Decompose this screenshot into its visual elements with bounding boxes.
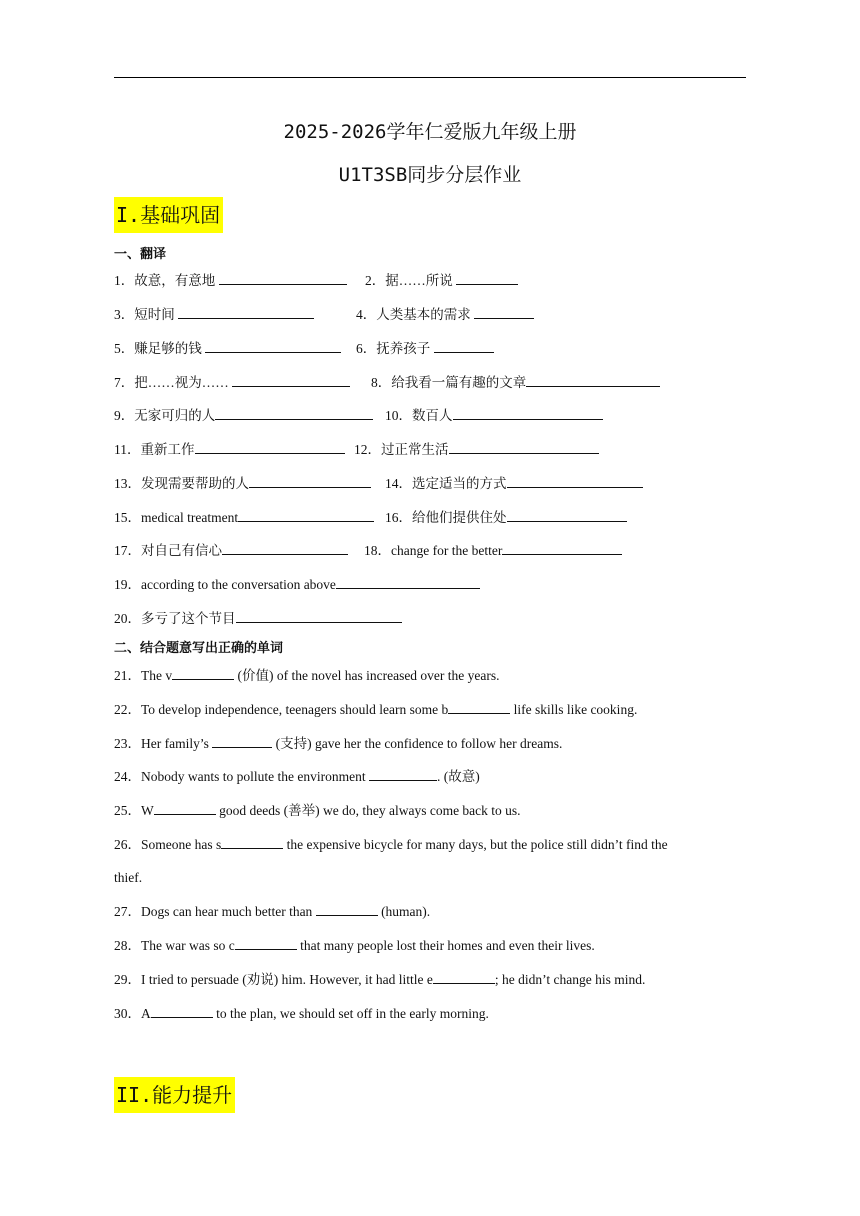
- answer-blank[interactable]: [249, 474, 371, 488]
- list-item: [114, 541, 746, 560]
- item-text: 30．A: [114, 1006, 151, 1021]
- answer-blank[interactable]: [232, 373, 350, 387]
- list-item: [114, 609, 402, 628]
- list-item: [114, 1004, 489, 1023]
- item-text: 11．重新工作: [114, 442, 195, 457]
- answer-blank[interactable]: [448, 700, 510, 714]
- answer-blank[interactable]: [502, 541, 622, 555]
- item-text: 27．Dogs can hear much better than: [114, 904, 316, 919]
- item-text: 17．对自己有信心: [114, 543, 222, 558]
- item-text: life skills like cooking.: [510, 702, 638, 717]
- answer-blank[interactable]: [219, 271, 347, 285]
- list-item: [114, 835, 668, 854]
- item-text: 23．Her family’s: [114, 736, 213, 751]
- item-text: 28．The war was so c: [114, 938, 235, 953]
- item-text: 19．according to the conversation above: [114, 577, 336, 592]
- answer-blank[interactable]: [507, 474, 643, 488]
- answer-blank[interactable]: [195, 440, 345, 454]
- item-text: 21．The v: [114, 668, 173, 683]
- item-text: (human).: [377, 904, 431, 919]
- answer-blank[interactable]: [215, 406, 373, 420]
- list-item: [114, 339, 746, 358]
- item-text: ; he didn’t change his mind.: [494, 972, 646, 987]
- list-item: [114, 305, 746, 324]
- answer-blank[interactable]: [205, 339, 341, 353]
- item-continuation: thief.: [114, 870, 143, 885]
- list-item: [114, 767, 480, 786]
- item-text: 9．无家可归的人: [114, 408, 216, 423]
- answer-blank[interactable]: [235, 936, 297, 950]
- item-text: 6．抚养孩子: [356, 341, 434, 356]
- answer-blank[interactable]: [221, 835, 283, 849]
- item-text: 10．数百人: [385, 408, 453, 423]
- item-text: 16．给他们提供住处: [385, 510, 507, 525]
- answer-blank[interactable]: [449, 440, 599, 454]
- answer-blank[interactable]: [222, 541, 348, 555]
- answer-blank[interactable]: [238, 508, 374, 522]
- item-text: to the plan, we should set off in the early morning.: [212, 1006, 489, 1021]
- list-item: [114, 902, 430, 921]
- item-text: 14．选定适当的方式: [385, 476, 507, 491]
- item-text: 24．Nobody wants to pollute the environment: [114, 769, 369, 784]
- list-item: [114, 406, 746, 425]
- item-text: 22．To develop independence, teenagers should learn some b: [114, 702, 449, 717]
- list-item: [114, 734, 562, 753]
- section-heading-basic: I.基础巩固: [114, 197, 223, 233]
- answer-blank[interactable]: [178, 305, 314, 319]
- item-text: 25．W: [114, 803, 154, 818]
- item-text: 5．赚足够的钱: [114, 341, 206, 356]
- answer-blank[interactable]: [474, 305, 534, 319]
- header-rule: [114, 77, 746, 78]
- item-text: good deeds (善举) we do, they always come back to us.: [215, 803, 521, 818]
- list-item: [114, 970, 645, 989]
- answer-blank[interactable]: [172, 666, 234, 680]
- document-title: 2025-2026学年仁爱版九年级上册: [283, 121, 577, 143]
- item-text: . (故意): [436, 769, 480, 784]
- item-text: 20．多亏了这个节目: [114, 611, 236, 626]
- list-item: [114, 373, 746, 392]
- section-heading-advanced: II.能力提升: [114, 1077, 235, 1113]
- item-text: 26．Someone has s: [114, 837, 222, 852]
- item-text: (价值) of the novel has increased over the years.: [234, 668, 500, 683]
- answer-blank[interactable]: [507, 508, 627, 522]
- answer-blank[interactable]: [433, 970, 495, 984]
- answer-blank[interactable]: [236, 609, 402, 623]
- answer-blank[interactable]: [212, 734, 272, 748]
- item-text: 3．短时间: [114, 307, 179, 322]
- item-text: (支持) gave her the confidence to follow her dreams.: [272, 736, 563, 751]
- subsection-heading-word-fill: 二、结合题意写出正确的单词: [114, 641, 284, 656]
- item-text: 1．故意，有意地: [114, 273, 219, 288]
- list-item: [114, 700, 637, 719]
- list-item: [114, 474, 746, 493]
- item-text: 12．过正常生活: [354, 442, 449, 457]
- subsection-heading-translation: 一、翻译: [114, 247, 167, 262]
- item-text: 18．change for the better: [364, 543, 503, 558]
- item-text: 29．I tried to persuade (劝说) him. However, it had little e: [114, 972, 433, 987]
- list-item: [114, 271, 746, 290]
- list-item: [114, 440, 746, 459]
- list-item: [114, 508, 746, 527]
- item-text: 13．发现需要帮助的人: [114, 476, 249, 491]
- answer-blank[interactable]: [336, 575, 480, 589]
- answer-blank[interactable]: [154, 801, 216, 815]
- answer-blank[interactable]: [453, 406, 603, 420]
- list-item: [114, 666, 500, 685]
- item-text: 15．medical treatment: [114, 510, 239, 525]
- item-text: that many people lost their homes and even their lives.: [296, 938, 595, 953]
- item-text: the expensive bicycle for many days, but the police still didn’t find the: [283, 837, 668, 852]
- answer-blank[interactable]: [151, 1004, 213, 1018]
- item-text: 7．把……视为……: [114, 375, 233, 390]
- answer-blank[interactable]: [434, 339, 494, 353]
- list-item: [114, 575, 480, 594]
- item-text: 4．人类基本的需求: [356, 307, 475, 322]
- item-text: 2．据……所说: [365, 273, 457, 288]
- answer-blank[interactable]: [456, 271, 518, 285]
- answer-blank[interactable]: [316, 902, 378, 916]
- list-item: [114, 801, 521, 820]
- answer-blank[interactable]: [369, 767, 437, 781]
- list-item: [114, 936, 595, 955]
- answer-blank[interactable]: [526, 373, 660, 387]
- document-subtitle: U1T3SB同步分层作业: [338, 164, 522, 186]
- item-text: 8．给我看一篇有趣的文章: [371, 375, 527, 390]
